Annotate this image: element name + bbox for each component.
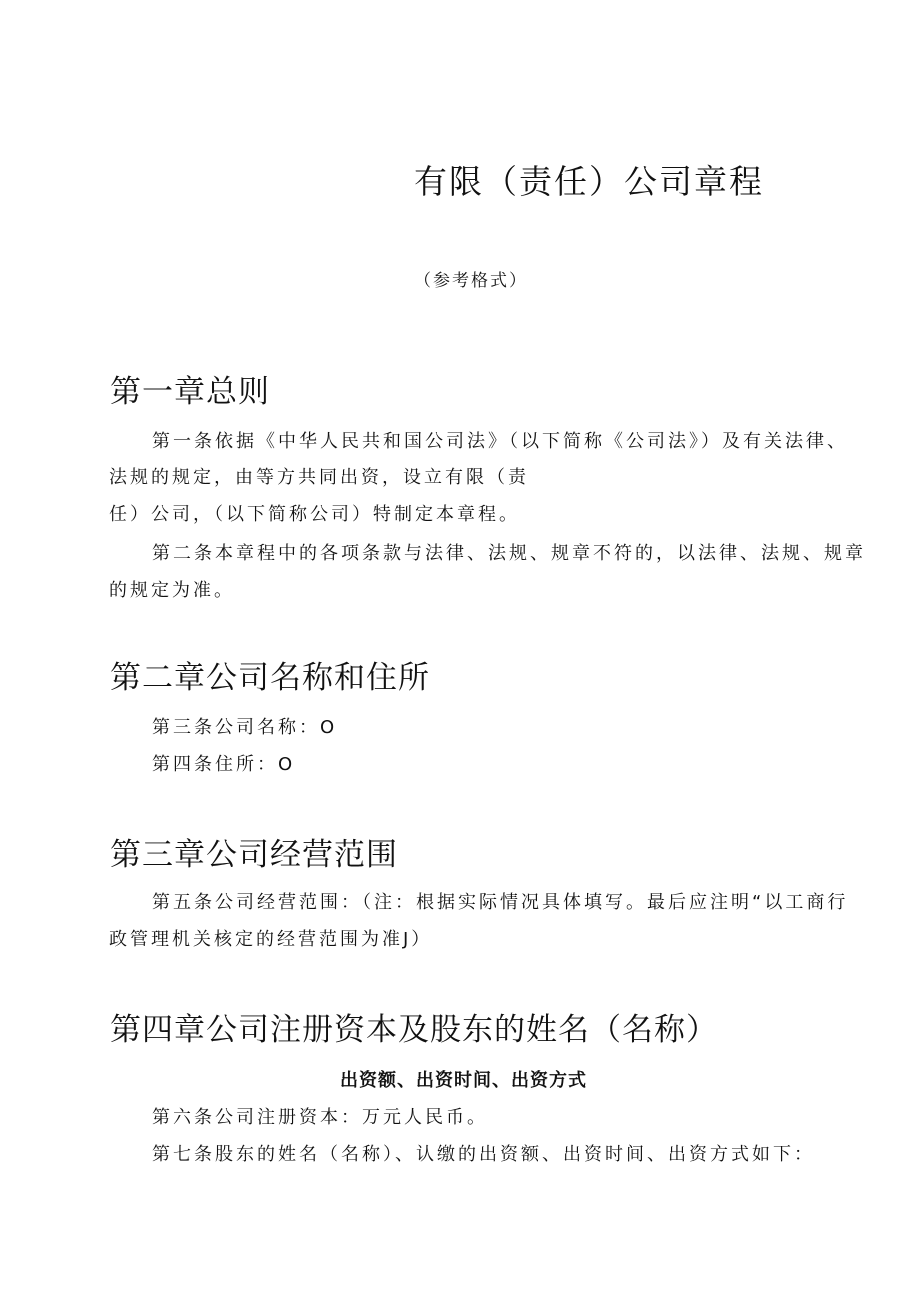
chapter-3-heading: 第三章公司经营范围 [110,837,398,873]
chapter-4-subheading: 出资额、出资时间、出资方式 [340,1070,587,1091]
article-7-line: 第七条股东的姓名（名称）、认缴的出资额、出资时间、出资方式如下： [152,1144,815,1165]
document-title: 有限（责任）公司章程 [414,162,764,201]
article-5-line-1: 第五条公司经营范围：（注：根据实际情况具体填写。最后应注明“以工商行 [152,892,849,913]
article-4-line: 第四条住所：O [152,754,296,775]
article-2-line-1: 第二条本章程中的各项条款与法律、法规、规章不符的，以法律、法规、规章 [152,543,866,564]
article-1-line-3: 任）公司，（以下简称公司）特制定本章程。 [109,504,520,525]
article-3-line: 第三条公司名称：O [152,717,338,738]
document-subtitle: （参考格式） [414,271,528,291]
article-2-line-2: 的规定为准。 [109,580,235,601]
article-1-line-1: 第一条依据《中华人民共和国公司法》（以下简称《公司法》）及有关法律、 [152,431,848,452]
chapter-1-heading: 第一章总则 [110,374,270,410]
article-1-line-2: 法规的规定，由等方共同出资，设立有限（责 [109,467,529,488]
article-6-line: 第六条公司注册资本：万元人民币。 [152,1107,488,1128]
chapter-2-heading: 第二章公司名称和住所 [110,660,430,696]
article-5-line-2: 政管理机关核定的经营范围为准J） [109,929,433,950]
chapter-4-heading: 第四章公司注册资本及股东的姓名（名称） [110,1012,718,1048]
